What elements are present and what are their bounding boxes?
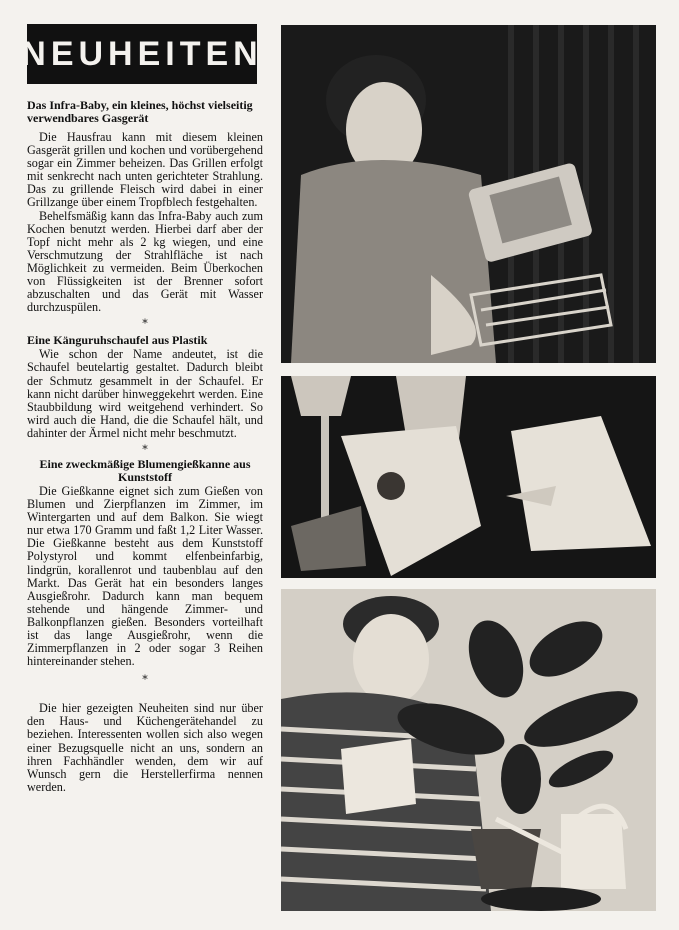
article-infra-baby: [27, 99, 263, 314]
separator-star: *: [142, 673, 148, 687]
separator-star: *: [142, 317, 148, 331]
separator-star: *: [142, 442, 148, 456]
article-headline: Eine zweckmäßige Blumengießkanne aus Kunststoff: [39, 456, 251, 484]
article-kaenguruhschaufel: [27, 334, 263, 440]
article-paragraph: Die Hausfrau kann mit diesem kleinen Gasgerät grillen und kochen und vorübergehend sogar ein Zimmer beheizen. Das Grillen erfolgt mit senkrecht nach unten gerichteter Strahlung. Das zu grillende Fleisch wird dabei in einer Grillzange über einem Tropfblech festgehalten.: [27, 130, 263, 210]
article-paragraph: Die Gießkanne eignet sich zum Gießen von Blumen und Zierpflanzen im Zimmer, im Wintergarten und auf dem Balkon. Sie wiegt nur etwa 170 Gramm und faßt 1,2 Liter Wasser. Die Gießkanne besteht aus dem Kunststoff Polystyrol und kommt elfenbeinfarbig, lindgrün, korallenrot und taubenblau auf den Markt. Das Gerät hat ein besonders langes Ausgießrohr. Dadurch kann man bequem stehende und hängende Zimmer- und Balkonpflanzen gießen. Besonders vorteilhaft ist das lange Ausgießrohr, wenn die Zimmerpflanzen in 2 oder sogar 3 Reihen hintereinander stehen.: [27, 483, 263, 669]
watering-can-photo: [281, 589, 656, 911]
dustpan-photo: [281, 376, 656, 578]
article-headline: Das Infra-Baby, ein kleines, höchst vielseitig verwendbares Gasgerät: [27, 98, 253, 125]
article-headline: Eine Känguruhschaufel aus Plastik: [27, 333, 208, 348]
article-giesskanne: [27, 458, 263, 668]
infra-baby-photo: [281, 25, 656, 363]
article-paragraph: Behelfsmäßig kann das Infra-Baby auch zum Kochen benutzt werden. Hierbei darf aber der Topf nicht mehr als 2 kg wiegen, und eine Verschmutzung der Strahlfläche ist nach Möglichkeit zu vermeiden. Beim Überkochen von Flüssigkeiten ist der Brenner sofort abzuschalten und das Gerät mit Wasser durchzuspülen.: [27, 208, 263, 315]
closing-note: Die hier gezeigten Neuheiten sind nur über den Haus- und Küchengerätehandel zu beziehen. Interessenten wollen sich also wegen einer Bezugsquelle nicht an uns, sondern an ihren Fachhändler wenden, dem wir auf Wunsch gern die Herstellerfirma nennen werden.: [27, 701, 263, 794]
article-paragraph: Wie schon der Name andeutet, ist die Schaufel beutelartig gestaltet. Dadurch bleibt der Schmutz gesammelt in der Schaufel. Er kann nicht darüber hinweggekehrt werden. Eine Staubbildung wird weitgehend verhindert. So wird auch die Hand, die die Schaufel hält, und dahinter der Ärmel nicht mehr beschmutzt.: [27, 347, 263, 440]
page-title: NEUHEITEN: [27, 24, 257, 84]
text-column: [21, 24, 263, 794]
